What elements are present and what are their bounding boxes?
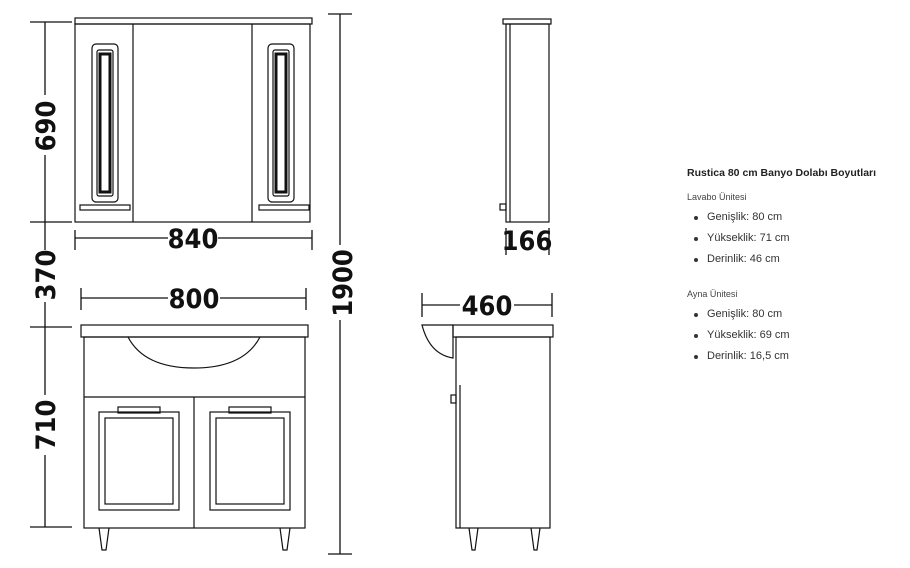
spec-list — [687, 308, 907, 362]
dim-total-height: 1900 — [328, 249, 359, 317]
list-item: Yükseklik: 71 cm — [707, 232, 907, 244]
dim-gap-height: 370 — [31, 249, 62, 301]
dim-mirror-depth: 166 — [501, 226, 553, 257]
section-heading: Lavabo Ünitesi — [687, 192, 747, 202]
dim-mirror-width: 840 — [167, 224, 219, 255]
mirror-cabinet-front — [75, 18, 312, 222]
list-item: Derinlik: 46 cm — [707, 253, 907, 265]
dim-base-width: 800 — [168, 284, 220, 315]
list-item: Derinlik: 16,5 cm — [707, 350, 907, 362]
spec-panel — [687, 167, 907, 386]
mirror-cabinet-side — [500, 19, 551, 222]
list-item: Genişlik: 80 cm — [707, 308, 907, 320]
dim-base-depth: 460 — [461, 291, 513, 322]
sink-unit-side — [422, 325, 553, 550]
spec-title: Rustica 80 cm Banyo Dolabı Boyutları — [687, 167, 877, 179]
list-item: Yükseklik: 69 cm — [707, 329, 907, 341]
section-heading: Ayna Ünitesi — [687, 289, 738, 299]
dim-mirror-height: 690 — [31, 100, 62, 152]
dim-base-height: 710 — [31, 399, 62, 451]
spec-list — [687, 211, 907, 265]
list-item: Genişlik: 80 cm — [707, 211, 907, 223]
sink-unit-front — [81, 325, 308, 550]
